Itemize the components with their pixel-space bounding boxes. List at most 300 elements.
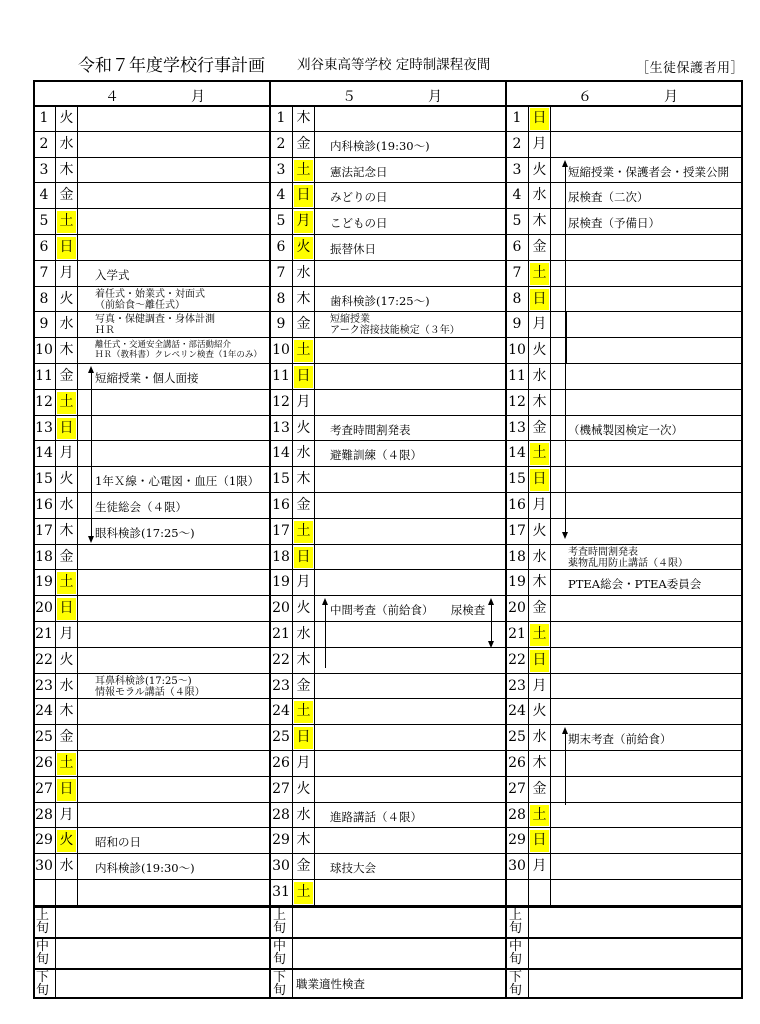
- weekday: 木: [59, 161, 74, 178]
- day-number: 1: [512, 110, 522, 126]
- day-number: 30: [508, 858, 526, 875]
- weekday: 土: [530, 624, 549, 646]
- day-row: [506, 132, 743, 158]
- weekday: 水: [296, 264, 311, 281]
- day-row: [270, 674, 506, 700]
- weekday: 金: [296, 497, 311, 513]
- event-line: 憲法記念日: [330, 164, 388, 179]
- day-number: 29: [508, 832, 526, 849]
- event-text: [330, 314, 460, 336]
- weekday: 木: [532, 213, 547, 230]
- day-number: 10: [35, 342, 53, 359]
- day-number: 17: [508, 522, 526, 539]
- event-line: 薬物乱用防止講話（４限）: [568, 557, 688, 569]
- day-row: [270, 441, 506, 467]
- weekday: 月: [296, 755, 311, 771]
- period-label-text: 中旬: [36, 938, 50, 967]
- month-number: ５: [342, 89, 356, 105]
- weekday: 木: [532, 393, 547, 410]
- day-row: [506, 441, 743, 467]
- june-final-exam-arrow-head: [562, 727, 568, 734]
- day-number: 12: [508, 393, 526, 410]
- day-row: [270, 312, 506, 338]
- month-header-2: [342, 86, 442, 106]
- day-row: [270, 699, 506, 725]
- day-row: [33, 674, 270, 700]
- period-label-text: 下旬: [509, 969, 523, 998]
- day-number: 5: [276, 213, 286, 230]
- day-number: 16: [35, 497, 53, 513]
- june-short-schedule-arrow-end-head: [562, 532, 568, 539]
- weekday: 火: [59, 651, 74, 668]
- day-number: 5: [512, 213, 522, 230]
- event-line: （機械製図検定一次）: [568, 422, 683, 437]
- event-line: 尿検査（予備日）: [568, 216, 660, 231]
- april-short-schedule-arrow-head: [88, 366, 94, 373]
- weekday: 月: [532, 316, 547, 333]
- day-row: [33, 803, 270, 829]
- period-label: [36, 971, 52, 997]
- day-row: [506, 545, 743, 571]
- day-row: [33, 622, 270, 648]
- weekday: 水: [532, 548, 547, 565]
- weekday: 木: [532, 755, 547, 771]
- day-number: 29: [35, 832, 53, 849]
- weekday: 水: [296, 806, 311, 823]
- weekday: 水: [59, 135, 74, 152]
- day-row: [270, 622, 506, 648]
- day-number: 15: [272, 471, 290, 488]
- weekday: 水: [296, 445, 311, 462]
- day-number: 4: [276, 187, 286, 204]
- event-text: [95, 340, 262, 360]
- day-row: [33, 519, 270, 545]
- day-row: [33, 648, 270, 674]
- day-row: [506, 880, 743, 906]
- june-final-exam-arrow: [565, 729, 566, 804]
- day-row: [270, 106, 506, 132]
- thirds-divider: [33, 906, 270, 908]
- weekday: 日: [57, 598, 76, 620]
- day-number: 1: [276, 110, 286, 126]
- weekday: 金: [532, 239, 547, 255]
- day-number: 11: [508, 368, 526, 384]
- day-row: [33, 287, 270, 313]
- day-row: [33, 158, 270, 184]
- day-row: [270, 725, 506, 751]
- day-row: [506, 699, 743, 725]
- day-number: 16: [508, 497, 526, 513]
- month-suffix: 月: [191, 89, 205, 105]
- event-text: [568, 576, 701, 592]
- event-text: [330, 602, 485, 618]
- event-line: 考査時間割発表: [330, 422, 411, 437]
- event-text: [95, 676, 205, 698]
- event-text: [330, 138, 430, 154]
- day-row: [33, 699, 270, 725]
- thirds-label-divider: [292, 937, 293, 968]
- day-row: [270, 390, 506, 416]
- day-row: [33, 132, 270, 158]
- month-suffix: 月: [664, 89, 678, 105]
- weekday: 木: [296, 110, 311, 126]
- event-line: ＨＲ（教科書）クレペリン検査（1年のみ）: [95, 350, 262, 361]
- event-line: 離任式・交通安全講話・部活動紹介: [95, 340, 232, 351]
- period-label-text: 上旬: [509, 907, 523, 936]
- weekday: 土: [57, 211, 76, 233]
- day-number: 24: [35, 703, 53, 720]
- day-number: 14: [272, 445, 290, 462]
- event-text: [568, 731, 672, 747]
- day-row: [506, 364, 743, 390]
- event-text: [95, 289, 205, 311]
- day-number: 10: [272, 342, 290, 359]
- day-number: 26: [272, 755, 290, 771]
- day-number: 27: [272, 780, 290, 797]
- day-number: 1: [39, 110, 49, 126]
- day-number: 30: [35, 858, 53, 875]
- may-urine-arrow-head: [488, 641, 494, 648]
- day-row: [506, 854, 743, 880]
- weekday: 火: [532, 703, 547, 720]
- june-short-schedule-arrow-head: [562, 160, 568, 167]
- weekday: 日: [57, 779, 76, 801]
- day-number: 17: [35, 522, 53, 539]
- day-row: [506, 725, 743, 751]
- event-text: [330, 189, 388, 205]
- day-number: 28: [35, 806, 53, 823]
- day-row: [506, 493, 743, 519]
- day-row: [33, 545, 270, 571]
- event-line: 尿検査（二次）: [568, 190, 649, 205]
- event-line: （前給食～離任式）: [95, 299, 185, 311]
- event-text: [330, 164, 388, 180]
- day-number: 8: [512, 290, 522, 307]
- period-label: [509, 909, 525, 935]
- day-row: [270, 493, 506, 519]
- event-line: 眼科検診(17:25～): [95, 525, 195, 540]
- period-event: 職業適性検査: [296, 976, 365, 991]
- day-row: [33, 854, 270, 880]
- day-row: [33, 596, 270, 622]
- event-text: [330, 809, 422, 825]
- day-row: [270, 183, 506, 209]
- day-row: [33, 364, 270, 390]
- day-row: [506, 312, 743, 338]
- month-header-3: [578, 86, 678, 106]
- day-number: 30: [272, 858, 290, 875]
- period-label: [273, 971, 289, 997]
- day-row: [506, 390, 743, 416]
- event-text: [568, 164, 729, 180]
- weekday: 土: [530, 805, 549, 827]
- event-line: 着任式・始業式・対面式: [95, 288, 205, 300]
- day-row: [33, 777, 270, 803]
- day-number: 19: [272, 574, 290, 591]
- day-row: [506, 338, 743, 364]
- weekday: 金: [532, 780, 547, 797]
- day-number: 20: [272, 600, 290, 617]
- event-line: ＨＲ: [95, 325, 115, 337]
- event-line: PTEA総会・PTEA委員会: [568, 577, 702, 592]
- weekday: 金: [532, 600, 547, 617]
- weekday: 火: [532, 342, 547, 359]
- period-label-text: 下旬: [36, 969, 50, 998]
- day-row: [506, 828, 743, 854]
- event-text: [95, 370, 199, 386]
- weekday: 土: [294, 882, 313, 904]
- may-urine-arrow-head: [488, 598, 494, 605]
- day-row: [270, 261, 506, 287]
- day-number: 12: [35, 393, 53, 410]
- weekday: 水: [59, 316, 74, 333]
- thirds-label-divider: [55, 937, 56, 968]
- weekday: 火: [294, 237, 313, 259]
- day-row: [270, 777, 506, 803]
- day-row: [270, 751, 506, 777]
- weekday: 金: [296, 858, 311, 875]
- weekday: 土: [294, 521, 313, 543]
- thirds-label-divider: [528, 937, 529, 968]
- day-number: 27: [508, 780, 526, 797]
- day-row: [33, 493, 270, 519]
- weekday: 土: [530, 263, 549, 285]
- weekday: 月: [532, 497, 547, 513]
- day-row: [270, 467, 506, 493]
- day-number: 23: [508, 677, 526, 694]
- day-number: 20: [508, 600, 526, 617]
- may-exam-bracket: [566, 312, 567, 364]
- event-text: [568, 422, 683, 438]
- event-line: 情報モラル講話（４限）: [95, 686, 205, 698]
- day-number: 14: [35, 445, 53, 462]
- may-exam-arrow: [325, 600, 326, 667]
- weekday: 木: [532, 574, 547, 591]
- weekday: 土: [57, 392, 76, 414]
- weekday: 月: [296, 574, 311, 591]
- day-number: 2: [512, 135, 522, 152]
- day-number: 9: [512, 316, 522, 333]
- day-row: [33, 880, 270, 906]
- weekday: 土: [294, 160, 313, 182]
- day-row: [33, 416, 270, 442]
- day-row: [506, 570, 743, 596]
- day-number: 9: [276, 316, 286, 333]
- day-number: 15: [508, 471, 526, 488]
- thirds-label-divider: [292, 968, 293, 999]
- thirds-divider: [33, 968, 270, 970]
- day-row: [506, 648, 743, 674]
- day-number: 21: [35, 626, 53, 642]
- day-number: 25: [508, 729, 526, 746]
- day-number: 7: [276, 264, 286, 281]
- event-text: [330, 447, 422, 463]
- document-title: 令和７年度学校行事計画: [78, 56, 265, 76]
- weekday: 土: [294, 340, 313, 362]
- weekday: 日: [294, 185, 313, 207]
- day-number: 22: [35, 651, 53, 668]
- day-number: 31: [272, 884, 290, 900]
- weekday: 火: [296, 419, 311, 436]
- day-number: 6: [39, 239, 49, 255]
- weekday: 木: [296, 832, 311, 849]
- weekday: 木: [59, 522, 74, 539]
- event-text: [330, 241, 376, 257]
- day-row: [506, 777, 743, 803]
- weekday: 月: [59, 264, 74, 281]
- event-line: 中間考査（前給食） 尿検査: [330, 603, 486, 618]
- weekday: [57, 882, 76, 904]
- event-text: [330, 422, 411, 438]
- day-row: [270, 158, 506, 184]
- weekday: 木: [296, 290, 311, 307]
- event-text: [330, 215, 388, 231]
- event-text: [95, 314, 215, 336]
- event-text: [568, 189, 649, 205]
- thirds-label-divider: [292, 906, 293, 937]
- event-line: アーク溶接技能検定（３年）: [330, 325, 460, 337]
- weekday: 水: [532, 187, 547, 204]
- day-number: 7: [512, 264, 522, 281]
- day-row: [33, 390, 270, 416]
- event-line: 振替休日: [330, 242, 376, 256]
- day-row: [506, 751, 743, 777]
- weekday: 日: [294, 547, 313, 569]
- thirds-label-divider: [528, 968, 529, 999]
- day-row: [270, 570, 506, 596]
- day-row: [270, 209, 506, 235]
- may-exam-arrow-head: [322, 598, 328, 605]
- day-number: 3: [276, 161, 286, 178]
- day-number: 13: [272, 419, 290, 436]
- weekday: 日: [57, 237, 76, 259]
- weekday: 金: [296, 677, 311, 694]
- day-row: [33, 209, 270, 235]
- day-number: 4: [512, 187, 522, 204]
- period-label-text: 中旬: [273, 938, 287, 967]
- day-row: [270, 880, 506, 906]
- day-row: [33, 261, 270, 287]
- weekday: 木: [59, 703, 74, 720]
- event-text: [95, 860, 195, 876]
- day-row: [270, 132, 506, 158]
- thirds-divider: [270, 968, 506, 970]
- weekday: 火: [532, 161, 547, 178]
- weekday: 金: [59, 548, 74, 565]
- period-label: [36, 909, 52, 935]
- day-number: 12: [272, 393, 290, 410]
- day-number: 5: [39, 213, 49, 230]
- may-urine-arrow: [491, 600, 492, 646]
- weekday: 土: [57, 753, 76, 775]
- day-row: [506, 622, 743, 648]
- day-row: [506, 158, 743, 184]
- month-number: ４: [105, 89, 119, 105]
- day-row: [270, 364, 506, 390]
- event-line: 昭和の日: [95, 835, 141, 850]
- event-text: [568, 547, 688, 569]
- april-short-schedule-arrow: [91, 368, 92, 541]
- day-row: [270, 287, 506, 313]
- weekday: [530, 882, 549, 904]
- event-line: 歯科検診(17:25～): [330, 293, 430, 308]
- weekday: 日: [530, 469, 549, 491]
- weekday: 木: [296, 471, 311, 488]
- day-number: 25: [35, 729, 53, 746]
- day-row: [506, 183, 743, 209]
- weekday: 水: [59, 858, 74, 875]
- event-text: [95, 525, 195, 541]
- period-label: [509, 971, 525, 997]
- day-number: 8: [39, 290, 49, 307]
- day-row: [270, 648, 506, 674]
- day-row: [270, 854, 506, 880]
- event-line: 避難訓練（４限）: [330, 448, 422, 463]
- event-line: 球技大会: [330, 861, 376, 876]
- weekday: 水: [59, 497, 74, 513]
- day-row: [33, 441, 270, 467]
- april-short-schedule-arrow-head: [88, 536, 94, 543]
- day-row: [270, 235, 506, 261]
- period-label: [36, 940, 52, 966]
- weekday: 日: [530, 289, 549, 311]
- day-number: 22: [508, 651, 526, 668]
- event-line: みどりの日: [330, 190, 388, 205]
- day-row: [33, 338, 270, 364]
- day-number: 15: [35, 471, 53, 488]
- event-line: 短縮授業・保護者会・授業公開: [568, 164, 729, 179]
- weekday: 水: [296, 626, 311, 642]
- day-number: 6: [276, 239, 286, 255]
- weekday: 月: [532, 135, 547, 152]
- day-row: [506, 674, 743, 700]
- weekday: 水: [59, 677, 74, 694]
- weekday: 日: [294, 366, 313, 388]
- event-line: 短縮授業・個人面接: [95, 371, 199, 385]
- day-row: [33, 312, 270, 338]
- period-label-text: 上旬: [36, 907, 50, 936]
- day-row: [33, 751, 270, 777]
- school-name: 刈谷東高等学校 定時制課程夜間: [297, 57, 491, 73]
- period-label-text: 中旬: [509, 938, 523, 967]
- day-number: 20: [35, 600, 53, 617]
- weekday: 金: [296, 135, 311, 152]
- day-number: 24: [508, 703, 526, 720]
- day-row: [270, 596, 506, 622]
- day-number: 11: [272, 368, 290, 384]
- day-number: 18: [272, 548, 290, 565]
- day-row: [33, 570, 270, 596]
- event-text: [95, 834, 141, 850]
- day-number: 26: [508, 755, 526, 771]
- day-number: 19: [508, 574, 526, 591]
- weekday: 月: [296, 393, 311, 410]
- day-number: 9: [39, 316, 49, 333]
- day-number: 19: [35, 574, 53, 591]
- audience-label: ［生徒保護者用］: [636, 61, 745, 76]
- weekday: 金: [59, 368, 74, 384]
- day-number: 22: [272, 651, 290, 668]
- day-row: [33, 106, 270, 132]
- weekday: 木: [59, 342, 74, 359]
- weekday: 月: [59, 806, 74, 823]
- day-row: [33, 235, 270, 261]
- day-row: [33, 725, 270, 751]
- day-number: 25: [272, 729, 290, 746]
- day-number: 14: [508, 445, 526, 462]
- day-row: [506, 261, 743, 287]
- weekday: 土: [57, 572, 76, 594]
